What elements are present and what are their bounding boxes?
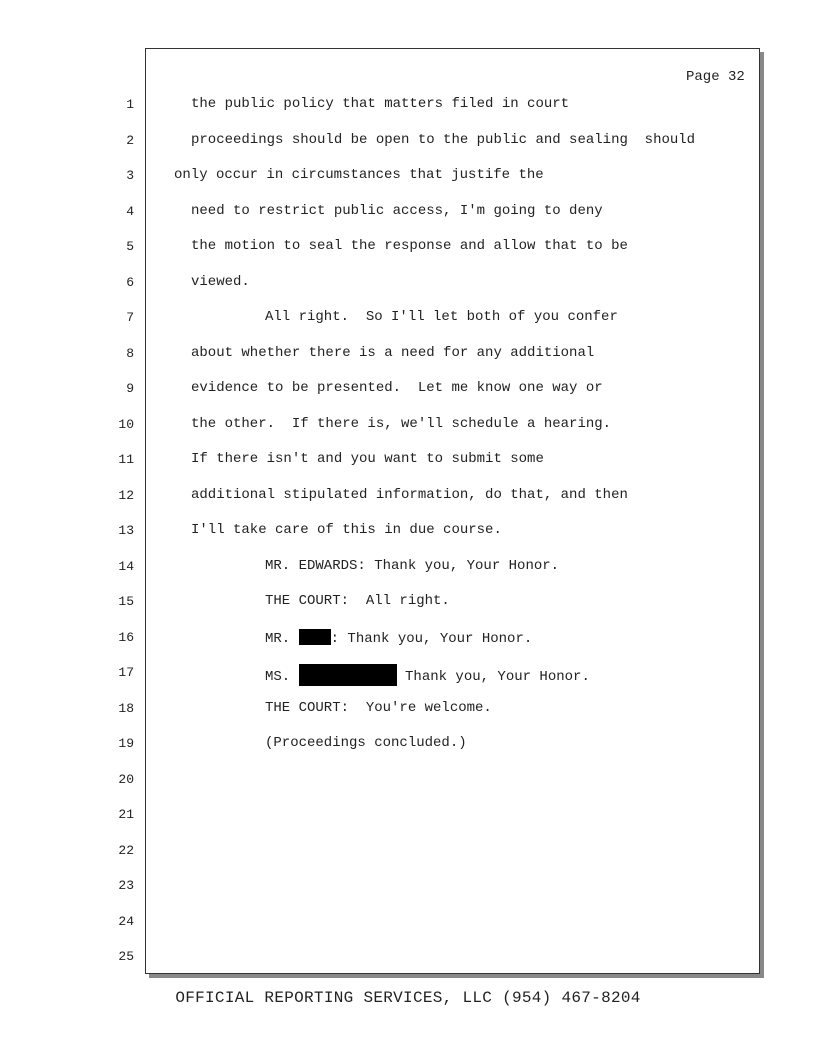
line-number: 2	[126, 133, 134, 148]
speaker-prefix: MR.	[265, 631, 299, 647]
transcript-line: All right. So I'll let both of you confer	[265, 309, 618, 325]
line-number: 18	[118, 701, 134, 716]
line-number: 19	[118, 736, 134, 751]
transcript-line: additional stipulated information, do that, and then	[191, 487, 628, 503]
line-number: 14	[118, 559, 134, 574]
line-number: 11	[118, 452, 134, 467]
line-number: 6	[126, 275, 134, 290]
transcript-line: If there isn't and you want to submit some	[191, 451, 544, 467]
transcript-line: the motion to seal the response and allow that to be	[191, 238, 628, 254]
transcript-line: need to restrict public access, I'm going to deny	[191, 203, 603, 219]
redaction-block	[299, 664, 397, 686]
line-number: 20	[118, 772, 134, 787]
transcript-line: THE COURT: All right.	[265, 593, 450, 609]
speaker-prefix: MS.	[265, 669, 299, 685]
transcript-line	[265, 664, 590, 686]
line-number: 24	[118, 914, 134, 929]
line-number: 5	[126, 239, 134, 254]
line-number: 4	[126, 204, 134, 219]
line-number: 3	[126, 168, 134, 183]
line-number: 17	[118, 665, 134, 680]
page-number: Page 32	[686, 69, 745, 85]
transcript-line: I'll take care of this in due course.	[191, 522, 502, 538]
line-number: 10	[118, 417, 134, 432]
transcript-line: only occur in circumstances that justife the	[174, 167, 544, 183]
speaker-remark: : Thank you, Your Honor.	[330, 631, 533, 647]
line-number: 1	[126, 97, 134, 112]
line-number: 8	[126, 346, 134, 361]
transcript-line: the public policy that matters filed in court	[191, 96, 570, 112]
line-number: 21	[118, 807, 134, 822]
line-number: 16	[118, 630, 134, 645]
transcript-line: evidence to be presented. Let me know one way or	[191, 380, 603, 396]
line-number: 15	[118, 594, 134, 609]
transcript-line: proceedings should be open to the public and sealing should	[191, 132, 696, 148]
line-number: 25	[118, 949, 134, 964]
line-number: 13	[118, 523, 134, 538]
line-number: 12	[118, 488, 134, 503]
line-number: 23	[118, 878, 134, 893]
transcript-line: about whether there is a need for any additional	[191, 345, 595, 361]
transcript-line	[265, 629, 532, 647]
transcript-page	[145, 48, 760, 974]
speaker-remark: Thank you, Your Honor.	[396, 669, 590, 685]
redaction-block	[299, 629, 331, 645]
transcript-line: THE COURT: You're welcome.	[265, 700, 492, 716]
transcript-line: (Proceedings concluded.)	[265, 735, 467, 751]
line-number: 9	[126, 381, 134, 396]
line-number: 22	[118, 843, 134, 858]
transcript-line: the other. If there is, we'll schedule a hearing.	[191, 416, 612, 432]
reporter-footer: OFFICIAL REPORTING SERVICES, LLC (954) 467-8204	[175, 989, 641, 1007]
transcript-line: MR. EDWARDS: Thank you, Your Honor.	[265, 558, 560, 574]
transcript-line: viewed.	[191, 274, 250, 290]
line-number: 7	[126, 310, 134, 325]
